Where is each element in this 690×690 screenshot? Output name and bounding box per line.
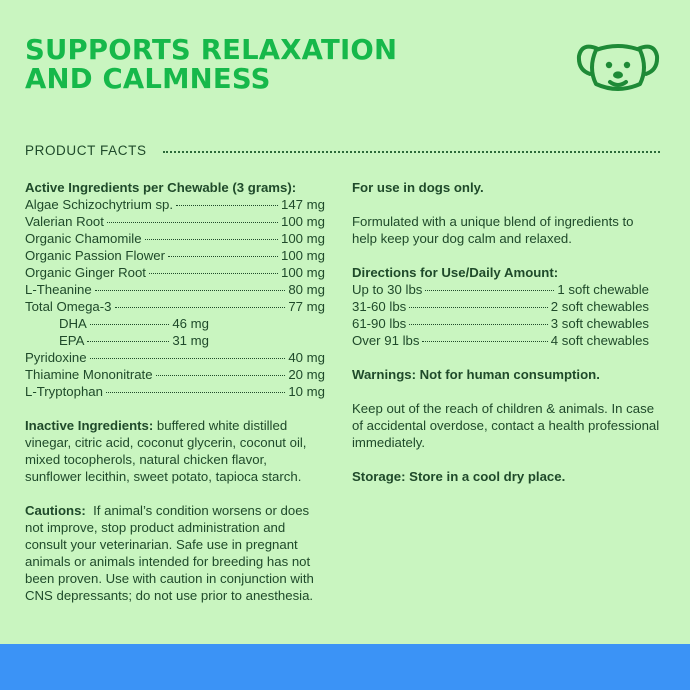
keep-out-text: Keep out of the reach of children & animals. In case of accidental overdose, contact a health professional immediately. [352,401,660,450]
ingredient-subrow: DHA 46 mg [59,316,209,331]
ingredient-row: Algae Schizochytrium sp. 147 mg [25,197,325,212]
active-ingredients-list [25,196,325,400]
active-ingredients-heading: Active Ingredients per Chewable (3 grams): [25,180,297,195]
direction-row: 31-60 lbs 2 soft chewables [352,299,649,314]
dog-face-icon [576,38,660,94]
right-column [352,179,662,485]
title-line-2: AND CALMNESS [25,63,271,95]
cautions-label: Cautions: [25,503,86,518]
ingredient-row: Organic Passion Flower 100 mg [25,248,325,263]
title-line-1: SUPPORTS RELAXATION [25,34,398,66]
page-title [25,36,397,94]
product-facts-header [25,143,660,158]
ingredient-row: Organic Chamomile 100 mg [25,231,325,246]
ingredient-subrow: EPA 31 mg [59,333,209,348]
dotted-divider [163,151,660,153]
inactive-ingredients [25,417,325,485]
ingredient-row: Total Omega-3 77 mg [25,299,325,314]
ingredient-row: Thiamine Mononitrate 20 mg [25,367,325,382]
direction-row: Up to 30 lbs 1 soft chewable [352,282,649,297]
direction-row: Over 91 lbs 4 soft chewables [352,333,649,348]
directions-list [352,281,649,349]
direction-row: 61-90 lbs 3 soft chewables [352,316,649,331]
bottom-color-bar [0,644,690,690]
dogs-only-notice: For use in dogs only. [352,180,484,195]
ingredient-row: Valerian Root 100 mg [25,214,325,229]
ingredient-row: Pyridoxine 40 mg [25,350,325,365]
warnings-text: Warnings: Not for human consumption. [352,367,600,382]
inactive-ingredients-label: Inactive Ingredients: [25,418,154,433]
ingredient-row: L-Tryptophan 10 mg [25,384,325,399]
cautions-text: If animal’s condition worsens or does not improve, stop product administration and consult your veterinarian. Safe use in pregnant animals or animals intended for breeding has not been proven. Use with caution in conjunction with CNS depressants; do not use prior to anesthesia. [25,503,318,603]
product-facts-label: PRODUCT FACTS [25,143,147,158]
inactive-ingredients-text: buffered white distilled vinegar, citric acid, coconut glycerin, coconut oil, mixed tocopherols, natural chicken flavor, sunflower lecithin, sweet potato, tapioca starch. [25,418,307,484]
formulated-text: Formulated with a unique blend of ingredients to help keep your dog calm and relaxed. [352,214,634,246]
cautions [25,502,325,604]
ingredient-row: Organic Ginger Root 100 mg [25,265,325,280]
directions-heading: Directions for Use/Daily Amount: [352,265,559,280]
ingredient-row: L-Theanine 80 mg [25,282,325,297]
storage-text: Storage: Store in a cool dry place. [352,469,566,484]
left-column [25,179,325,604]
